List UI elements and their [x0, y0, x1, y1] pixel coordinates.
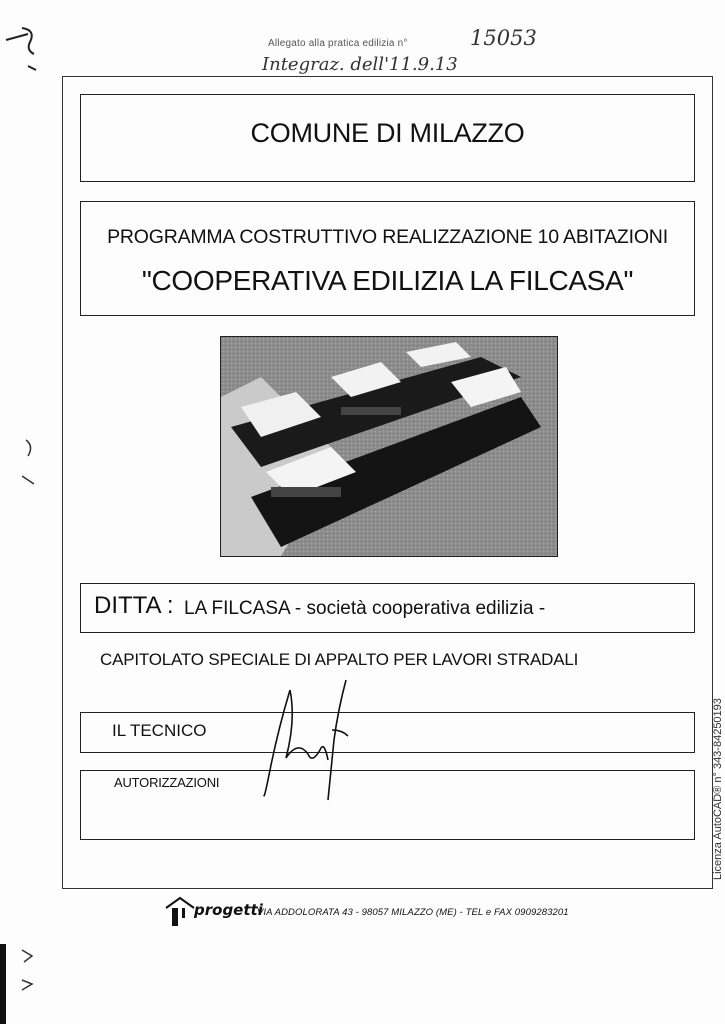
license-note: Licenza AutoCAD® n° 343-84250193 — [712, 698, 724, 880]
signature-mark — [250, 670, 360, 810]
ditta-label: DITTA : — [94, 592, 174, 619]
stamp-handwritten-date: Integraz. dell'11.9.13 — [262, 54, 458, 75]
footer-logo — [164, 896, 263, 928]
stamp-number: 15053 — [470, 26, 537, 50]
footer-address: VIA ADDOLORATA 43 - 98057 MILAZZO (ME) - TEL e FAX 0909283201 — [257, 907, 569, 918]
autorizzazioni-label: AUTORIZZAZIONI — [114, 775, 220, 790]
program-name: "COOPERATIVA EDILIZIA LA FILCASA" — [141, 265, 634, 296]
ditta-value: LA FILCASA - società cooperativa edilizia - — [184, 598, 546, 619]
margin-scan-marks — [0, 0, 60, 1024]
document-title: CAPITOLATO SPECIALE DI APPALTO PER LAVORI STRADALI — [100, 650, 579, 669]
footer-logo-text: progetti — [194, 901, 263, 919]
page-title: COMUNE DI MILAZZO — [250, 118, 525, 148]
building-render-image — [220, 336, 558, 557]
program-box — [80, 201, 695, 316]
stamp-printed-text: Allegato alla pratica edilizia n° — [268, 38, 408, 49]
program-subtitle: PROGRAMMA COSTRUTTIVO REALIZZAZIONE 10 ABITAZIONI — [107, 226, 668, 248]
tecnico-label: IL TECNICO — [112, 721, 207, 740]
